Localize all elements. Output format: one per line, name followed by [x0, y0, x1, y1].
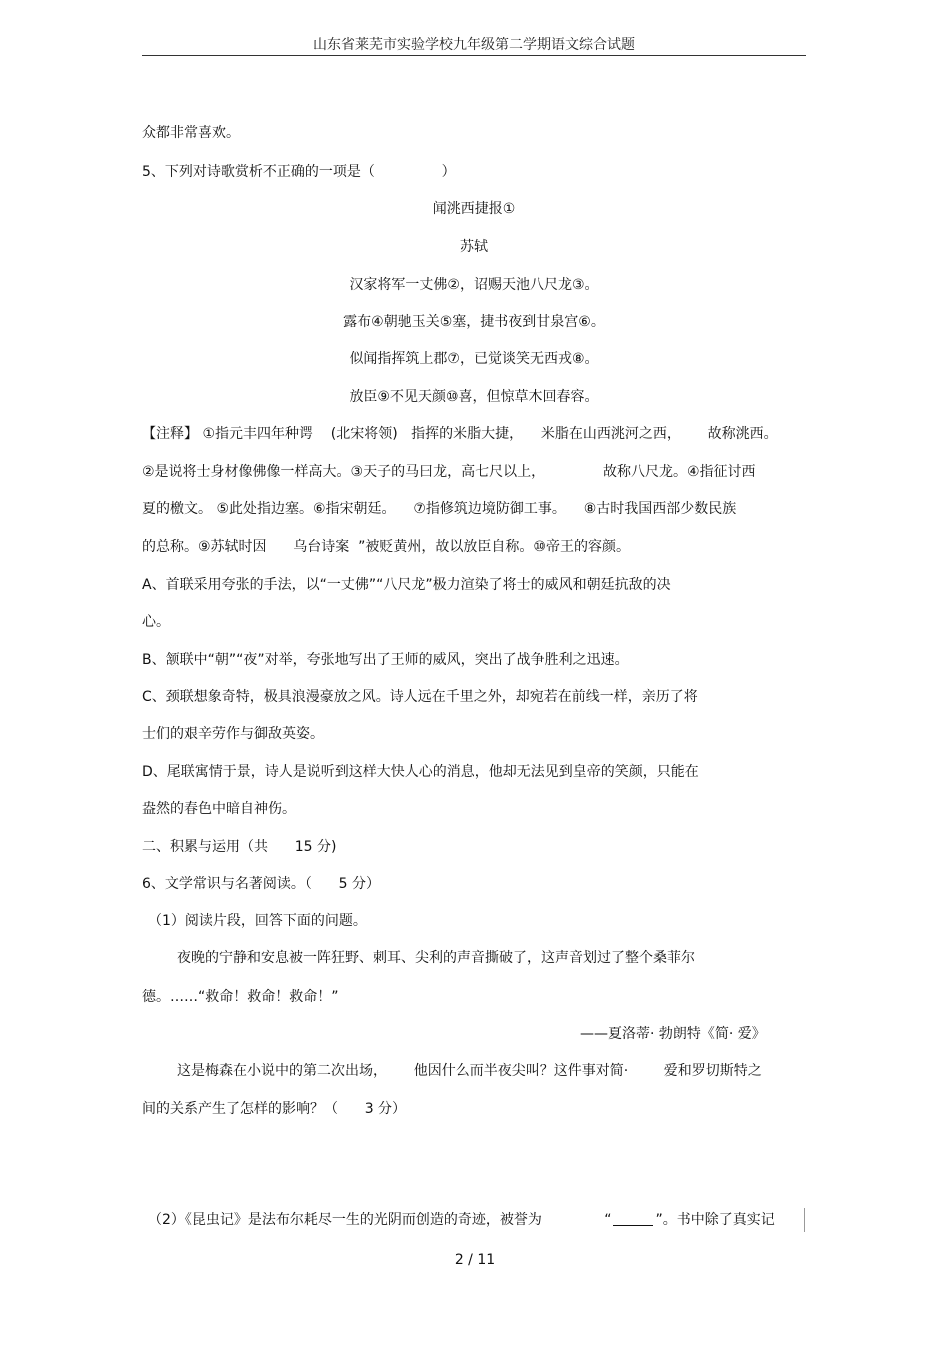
section-heading: 二、积累与运用（共 15 分): [142, 839, 337, 855]
question-text: 间的关系产生了怎样的影响？（ 3 分）: [142, 1101, 407, 1117]
page-number: 2 / 11: [454, 1252, 496, 1268]
option-b: B、颔联中“朝”“夜”对举，夸张地写出了王师的威风，突出了战争胜利之迅速。: [142, 652, 629, 668]
poem-author: 苏轼: [460, 239, 488, 255]
annotation-line: 【注释】 ①指元丰四年种谔 (北宋将领) 指挥的米脂大捷， 米脂在山西洮河之西， 故称洮西。: [142, 426, 778, 442]
option-c: C、颈联想象奇特，极具浪漫豪放之风。诗人远在千里之外，却宛若在前线一样，亲历了将: [142, 689, 698, 705]
text-line: 众都非常喜欢。: [142, 125, 240, 141]
question-6: 6、文学常识与名著阅读。（ 5 分）: [142, 876, 380, 892]
quote-source: ——夏洛蒂· 勃朗特《简· 爱》: [580, 1026, 766, 1042]
quote-line: 夜晚的宁静和安息被一阵狂野、刺耳、尖利的声音撕破了，这声音划过了整个桑菲尔: [177, 950, 695, 966]
poem-line: 汉家将军一丈佛②，诏赐天池八尺龙③。: [349, 277, 599, 293]
quote-line: 德。……“救命！救命！救命！”: [142, 989, 339, 1005]
option-d: D、尾联寓情于景，诗人是说听到这样大快人心的消息，他却无法见到皇帝的笑颜，只能在: [142, 764, 699, 780]
annotation-line: 夏的檄文。 ⑤此处指边塞。⑥指宋朝廷。 ⑦指修筑边境防御工事。 ⑧古时我国西部少数民族: [142, 501, 737, 517]
annotation-line: 的总称。⑨苏轼时因 乌台诗案 ”被贬黄州，故以放臣自称。⑩帝王的容颜。: [142, 539, 630, 555]
poem-line: 放臣⑨不见天颜⑩喜，但惊草木回春容。: [349, 389, 599, 405]
option-d-cont: 盎然的春色中暗自神伤。: [142, 801, 296, 817]
annotation-line: ②是说将士身材像佛像一样高大。③天子的马曰龙，高七尺以上， 故称八尺龙。④指征讨西: [142, 464, 756, 480]
option-a: A、首联采用夸张的手法，以“一丈佛”“八尺龙”极力渲染了将士的威风和朝廷抗敌的决: [142, 577, 671, 593]
question-6-1: （1）阅读片段，回答下面的问题。: [148, 913, 367, 929]
poem-line: 露布④朝驰玉关⑤塞，捷书夜到甘泉宫⑥。: [343, 314, 605, 330]
poem-title: 闻洮西捷报①: [432, 201, 516, 217]
question-6-2: [148, 1211, 775, 1229]
question-6-2-tail: ”。书中除了真实记: [655, 1212, 775, 1228]
poem-line: 似闻指挥筑上郡⑦，已觉谈笑无西戎⑧。: [349, 351, 599, 367]
answer-blank[interactable]: [613, 1211, 653, 1226]
header-divider: [142, 55, 806, 56]
page-header-title: 山东省莱芜市实验学校九年级第二学期语文综合试题: [313, 37, 635, 53]
question-6-2-text: （2）《昆虫记》是法布尔耗尽一生的光阴而创造的奇迹，被誉为 “: [148, 1212, 612, 1228]
question-text: 这是梅森在小说中的第二次出场， 他因什么而半夜尖叫？这件事对简· 爱和罗切斯特之: [177, 1063, 762, 1079]
question-5: 5、下列对诗歌赏析不正确的一项是（ ）: [142, 164, 456, 180]
option-c-cont: 士们的艰辛劳作与御敌英姿。: [142, 726, 324, 742]
margin-rule: [804, 1208, 805, 1232]
option-a-cont: 心。: [142, 614, 170, 630]
